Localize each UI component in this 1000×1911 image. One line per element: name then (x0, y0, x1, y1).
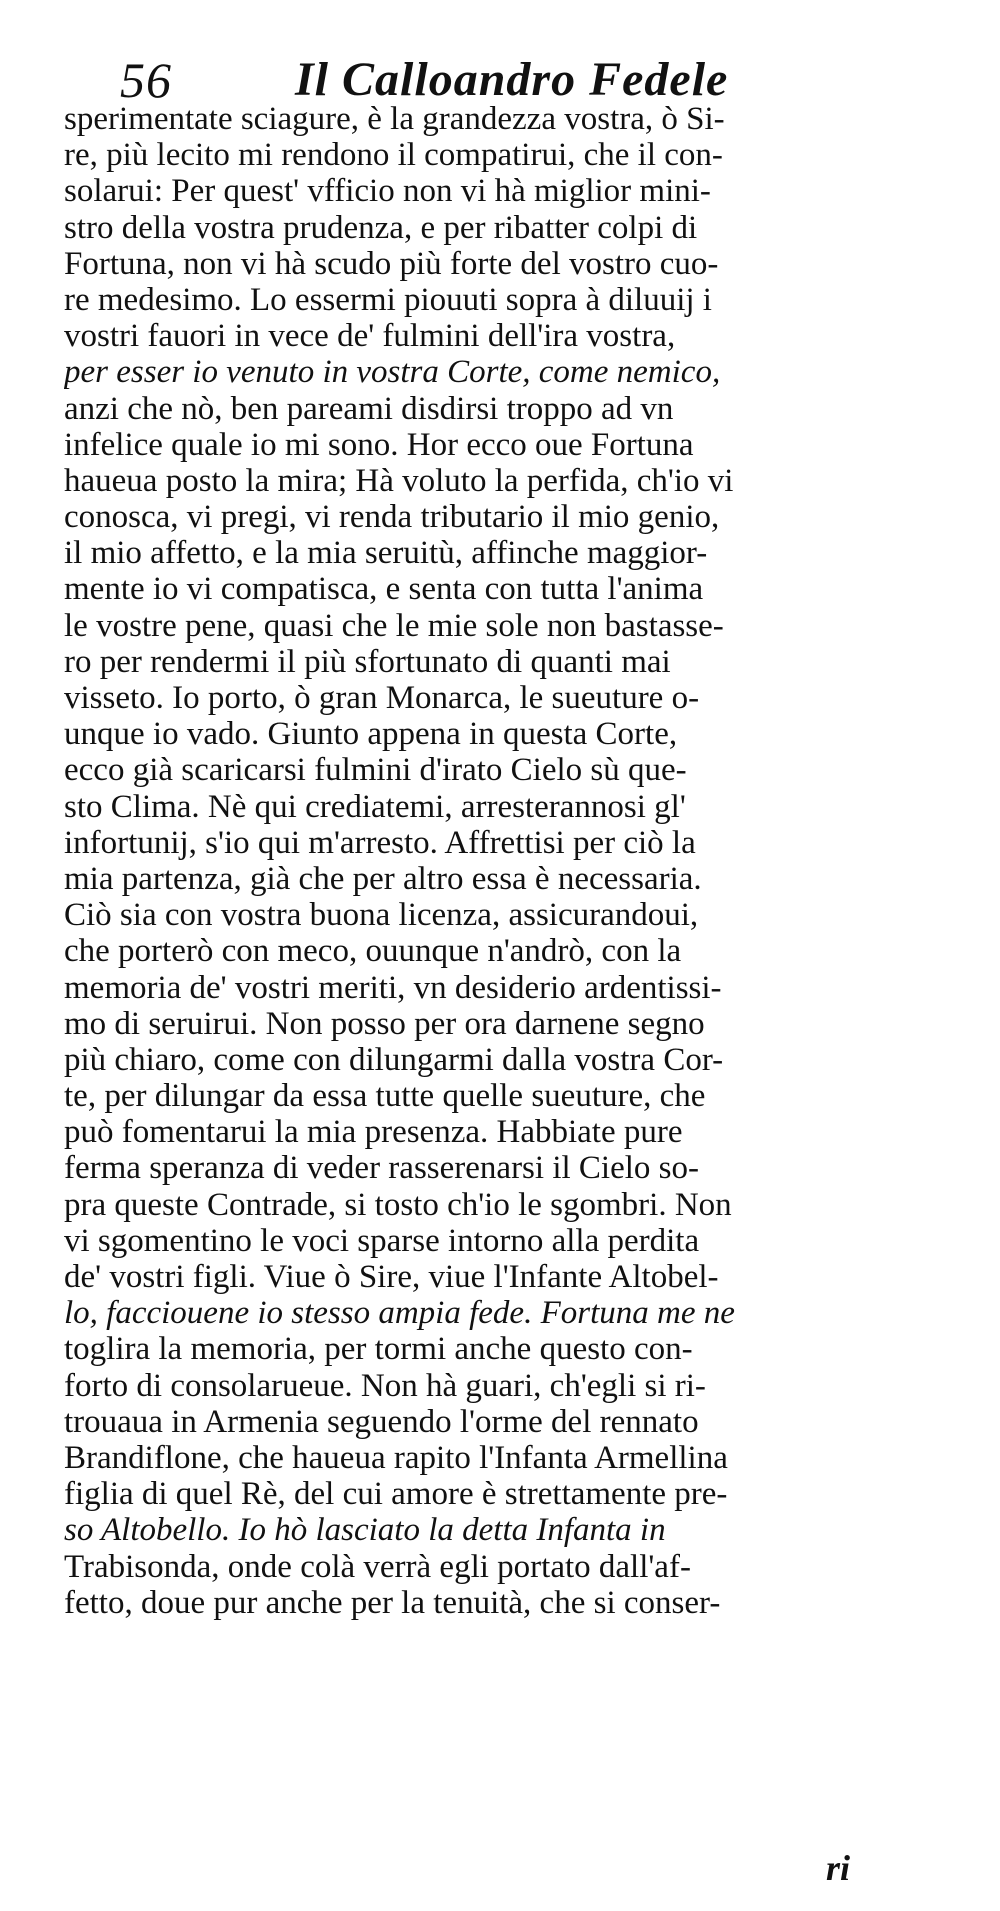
text-line: più chiaro, come con dilungarmi dalla vostra Cor- (64, 1041, 724, 1078)
text-line: haueua posto la mira; Hà voluto la perfida, ch'io vi (64, 462, 734, 499)
text-line: per esser io venuto in vostra Corte, come nemico, (64, 354, 721, 391)
text-line: Ciò sia con vostra buona licenza, assicurandoui, (64, 897, 699, 934)
text-line: può fomentarui la mia presenza. Habbiate pure (64, 1114, 683, 1151)
text-line: de' vostri figli. Viue ò Sire, viue l'Infante Altobel- (64, 1259, 719, 1295)
text-line: memoria de' vostri meriti, vn desiderio ardentissi- (64, 969, 722, 1006)
text-line: sto Clima. Nè qui crediatemi, arresterannosi gl' (64, 788, 686, 825)
text-line: mo di seruirui. Non posso per ora darnene segno (64, 1005, 705, 1042)
text-line: infortunij, s'io qui m'arresto. Affrettisi per ciò la (64, 824, 696, 861)
text-line: vostri fauori in vece de' fulmini dell'ira vostra, (64, 318, 676, 355)
text-line: Brandiflone, che haueua rapito l'Infanta Armellina (64, 1439, 728, 1476)
text-line: te, per dilungar da essa tutte quelle sueuture, che (64, 1078, 706, 1115)
text-line: Fortuna, non vi hà scudo più forte del vostro cuo- (64, 245, 719, 282)
text-line: lo, facciouene io stesso ampia fede. Fortuna me ne (64, 1295, 735, 1332)
text-line: mente io vi compatisca, e senta con tutta l'anima (64, 571, 704, 608)
catchword: ri (826, 1848, 851, 1888)
text-line: le vostre pene, quasi che le mie sole non bastasse- (64, 607, 724, 644)
text-line: forto di consolarueue. Non hà guari, ch'egli si ri- (64, 1367, 706, 1404)
text-line: re medesimo. Lo essermi piouuti sopra à diluuij i (64, 281, 712, 318)
page-number: 56 (120, 52, 172, 108)
text-line: unque io vado. Giunto appena in questa Corte, (64, 716, 678, 753)
text-line: figlia di quel Rè, del cui amore è strettamente pre- (64, 1476, 728, 1513)
text-line: re, più lecito mi rendono il compatirui, che il con- (64, 137, 723, 174)
text-line: anzi che nò, ben pareami disdirsi troppo ad vn (64, 390, 674, 427)
text-line: visseto. Io porto, ò gran Monarca, le sueuture o- (64, 680, 700, 716)
text-line: ro per rendermi il più sfortunato di quanti mai (64, 643, 671, 680)
text-line: il mio affetto, e la mia seruitù, affinche maggior- (64, 535, 708, 572)
text-line: mia partenza, già che per altro essa è necessaria. (64, 860, 702, 897)
running-title: Il Calloandro Fedele (295, 53, 729, 106)
text-line: solarui: Per quest' vfficio non vi hà miglior mini- (64, 173, 711, 210)
text-line: fetto, doue pur anche per la tenuità, che si conser- (64, 1584, 721, 1621)
text-line: toglira la memoria, per tormi anche questo con- (64, 1331, 693, 1368)
text-line: Trabisonda, onde colà verrà egli portato dall'af- (64, 1548, 691, 1585)
text-line: trouaua in Armenia seguendo l'orme del rennato (64, 1403, 699, 1440)
text-line: vi sgomentino le voci sparse intorno alla perdita (64, 1222, 700, 1259)
text-line: so Altobello. Io hò lasciato la detta Infanta in (64, 1512, 666, 1549)
text-line: ecco già scaricarsi fulmini d'irato Cielo sù que- (64, 752, 687, 789)
text-line: stro della vostra prudenza, e per ribatter colpi di (64, 209, 698, 246)
body-text (64, 101, 944, 1621)
text-line: conosca, vi pregi, vi renda tributario il mio genio, (64, 499, 720, 536)
text-line: ferma speranza di veder rasserenarsi il Cielo so- (64, 1150, 699, 1187)
text-line: pra queste Contrade, si tosto ch'io le sgombri. Non (64, 1186, 732, 1223)
text-line: infelice quale io mi sono. Hor ecco oue Fortuna (64, 426, 694, 463)
text-line: che porterò con meco, ouunque n'andrò, con la (64, 933, 682, 970)
text-line: sperimentate sciagure, è la grandezza vostra, ò Si- (64, 101, 725, 137)
